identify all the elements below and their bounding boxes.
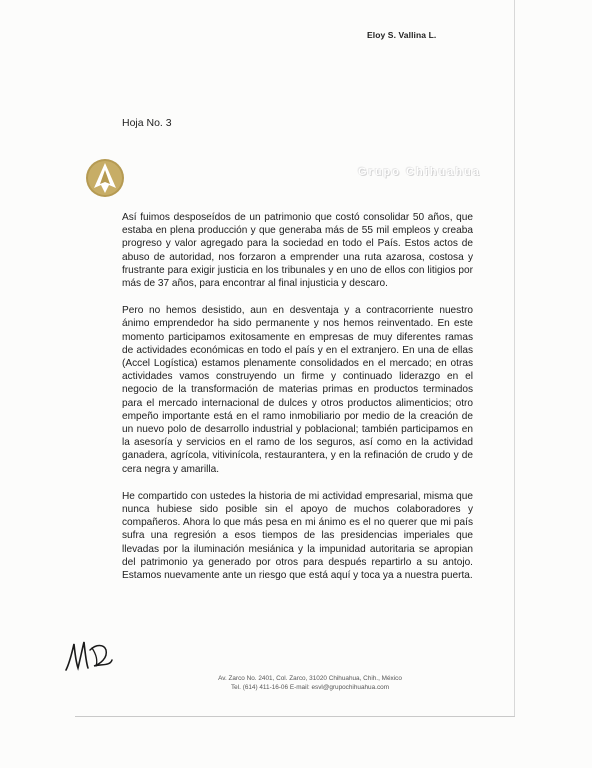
page-edge-right: [514, 0, 515, 716]
company-logo-text: Grupo Chihuahua: [358, 166, 481, 178]
page-edge-bottom: [75, 716, 515, 717]
letter-body: [122, 211, 473, 596]
company-logo-icon: [85, 158, 125, 198]
paragraph-2: Pero no hemos desistido, aun en desventaja y a contracorriente nuestro ánimo emprendedor ha sido permanente y nos hemos reinventado. En este momento participamos exitosamente en empresas de muy diferentes ramas de actividades económicas en todo el país y en el extranjero. En una de ellas (Accel Logística) estamos plenamente consolidados en el mercado; en otras actividades vamos construyendo un firme y continuado liderazgo en el negocio de la transformación de materias primas en productos terminados para el mercado internacional de dulces y otros productos alimenticios; otro empeño importante está en el ramo inmobiliario por medio de la creación de un nuevo polo de desarrollo industrial y poblacional; también participamos en la asesoría y servicios en el ramo de los seguros, así como en la actividad ganadera, agrícola, vitivinícola, restaurantera, y en la refinación de crudo y de cera negra y amarilla.: [122, 305, 473, 475]
footer-address: Av. Zarco No. 2401, Col. Zarco, 31020 Chihuahua, Chih., México: [218, 675, 402, 682]
paragraph-3: He compartido con ustedes la historia de mi actividad empresarial, misma que nunca hubiese sido posible sin el apoyo de muchos colaboradores y compañeros. Ahora lo que más pesa en mi ánimo es el no querer que mi país sufra una regresión a esos tiempos de las presidencias imperiales que llevadas por la iluminación mesiánica y la impunidad autoritaria se apropian del patrimonio ya generado por otros para después repartirlo a su antojo. Estamos nuevamente ante un riesgo que está aquí y toca ya a nuestra puerta.: [122, 490, 473, 582]
author-name: Eloy S. Vallina L.: [367, 30, 437, 40]
sheet-number: Hoja No. 3: [122, 117, 172, 129]
footer-contact: Tel. (614) 411-16-06 E-mail: esvl@grupochihuahua.com: [230, 683, 390, 691]
paragraph-1: Así fuimos desposeídos de un patrimonio que costó consolidar 50 años, que estaba en plena producción y que generaba más de 55 mil empleos y creaba progreso y valor agregado para la sociedad en todo el País. Estos actos de abuso de autoridad, nos forzaron a emprender una ruta azarosa, costosa y frustrante para exigir justicia en los tribunales y en uno de ellos con litigios por más de 37 años, para encontrar al final injusticia y descaro.: [122, 212, 473, 290]
letterhead-footer: [180, 675, 440, 693]
handwritten-signature: [62, 634, 120, 676]
